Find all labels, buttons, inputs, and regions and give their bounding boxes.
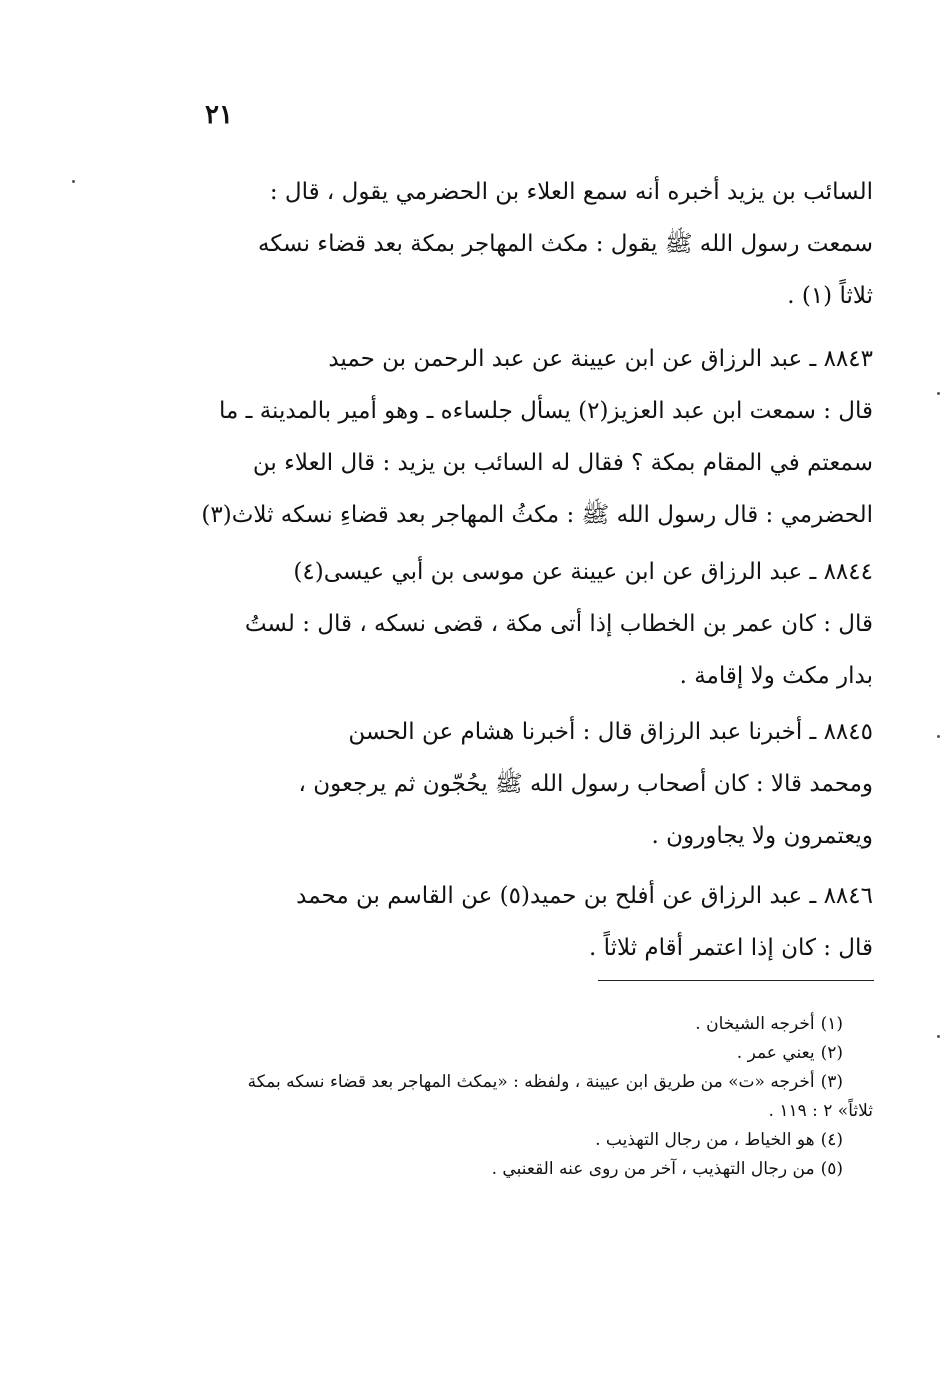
scan-speck: [72, 180, 75, 183]
text-line: قال : كان عمر بن الخطاب إذا أتى مكة ، قضى نسكه ، قال : لستُ: [244, 611, 873, 637]
footnote-number: (٤): [820, 1130, 843, 1150]
text-line: ٨٨٤٤ ـ عبد الرزاق عن ابن عيينة عن موسى بن أبي عيسى(٤): [293, 559, 873, 585]
footnote-number: (١): [820, 1014, 843, 1034]
text-line: ثلاثاً (١) .: [787, 283, 873, 309]
footnote-3-continued: [200, 1097, 873, 1126]
text-line: بدار مكث ولا إقامة .: [679, 663, 873, 689]
footnote-number: (٢): [820, 1043, 843, 1063]
footnote-text: هو الخياط ، من رجال التهذيب .: [595, 1130, 815, 1150]
hadith-8844: [205, 546, 873, 702]
footnote-5: [200, 1155, 873, 1184]
scan-speck: [937, 735, 940, 738]
footnote-text: أخرجه «ت» من طريق ابن عيينة ، ولفظه : «يمكث المهاجر بعد قضاء نسكه بمكة: [247, 1072, 815, 1092]
hadith-8846: [205, 870, 873, 974]
footnote-text: ثلاثاً» ٢ : ١١٩ .: [768, 1101, 873, 1121]
page-number: ٢١: [205, 100, 233, 130]
scan-speck: [937, 392, 940, 395]
footnote-3: [200, 1068, 873, 1097]
text-line: الحضرمي : قال رسول الله ﷺ : مكثُ المهاجر بعد قضاءِ نسكه ثلاث(٣): [201, 502, 873, 528]
hadith-8845: [205, 706, 873, 862]
footnote-number: (٥): [820, 1159, 843, 1179]
text-line: قال : سمعت ابن عبد العزيز(٢) يسأل جلساءه ـ وهو أمير بالمدينة ـ ما: [219, 398, 873, 424]
footnote-2: [200, 1039, 873, 1068]
text-line: ٨٨٤٥ ـ أخبرنا عبد الرزاق قال : أخبرنا هشام عن الحسن: [348, 719, 873, 745]
footnotes: [200, 1010, 873, 1184]
footnote-text: من رجال التهذيب ، آخر من روى عنه القعنبي .: [491, 1159, 815, 1179]
text-line: ٨٨٤٣ ـ عبد الرزاق عن ابن عيينة عن عبد الرحمن بن حميد: [328, 346, 873, 372]
paragraph-continuation: [205, 166, 873, 322]
text-line: قال : كان إذا اعتمر أقام ثلاثاً .: [588, 935, 873, 961]
text-line: ومحمد قالا : كان أصحاب رسول الله ﷺ يحُجّون ثم يرجعون ،: [298, 771, 873, 797]
footnote-separator: [598, 980, 874, 981]
scan-speck: [937, 1035, 940, 1038]
footnote-4: [200, 1126, 873, 1155]
text-line: سمعت رسول الله ﷺ يقول : مكث المهاجر بمكة بعد قضاء نسكه: [258, 231, 873, 257]
text-line: ٨٨٤٦ ـ عبد الرزاق عن أفلح بن حميد(٥) عن القاسم بن محمد: [296, 883, 873, 909]
footnote-text: أخرجه الشيخان .: [695, 1014, 815, 1034]
text-line: السائب بن يزيد أخبره أنه سمع العلاء بن الحضرمي يقول ، قال :: [269, 179, 873, 205]
text-line: سمعتم في المقام بمكة ؟ فقال له السائب بن يزيد : قال العلاء بن: [252, 450, 873, 476]
hadith-8843: [201, 333, 873, 541]
footnote-text: يعني عمر .: [736, 1043, 815, 1063]
footnote-1: [200, 1010, 873, 1039]
footnote-number: (٣): [820, 1072, 843, 1092]
text-line: ويعتمرون ولا يجاورون .: [651, 823, 873, 849]
